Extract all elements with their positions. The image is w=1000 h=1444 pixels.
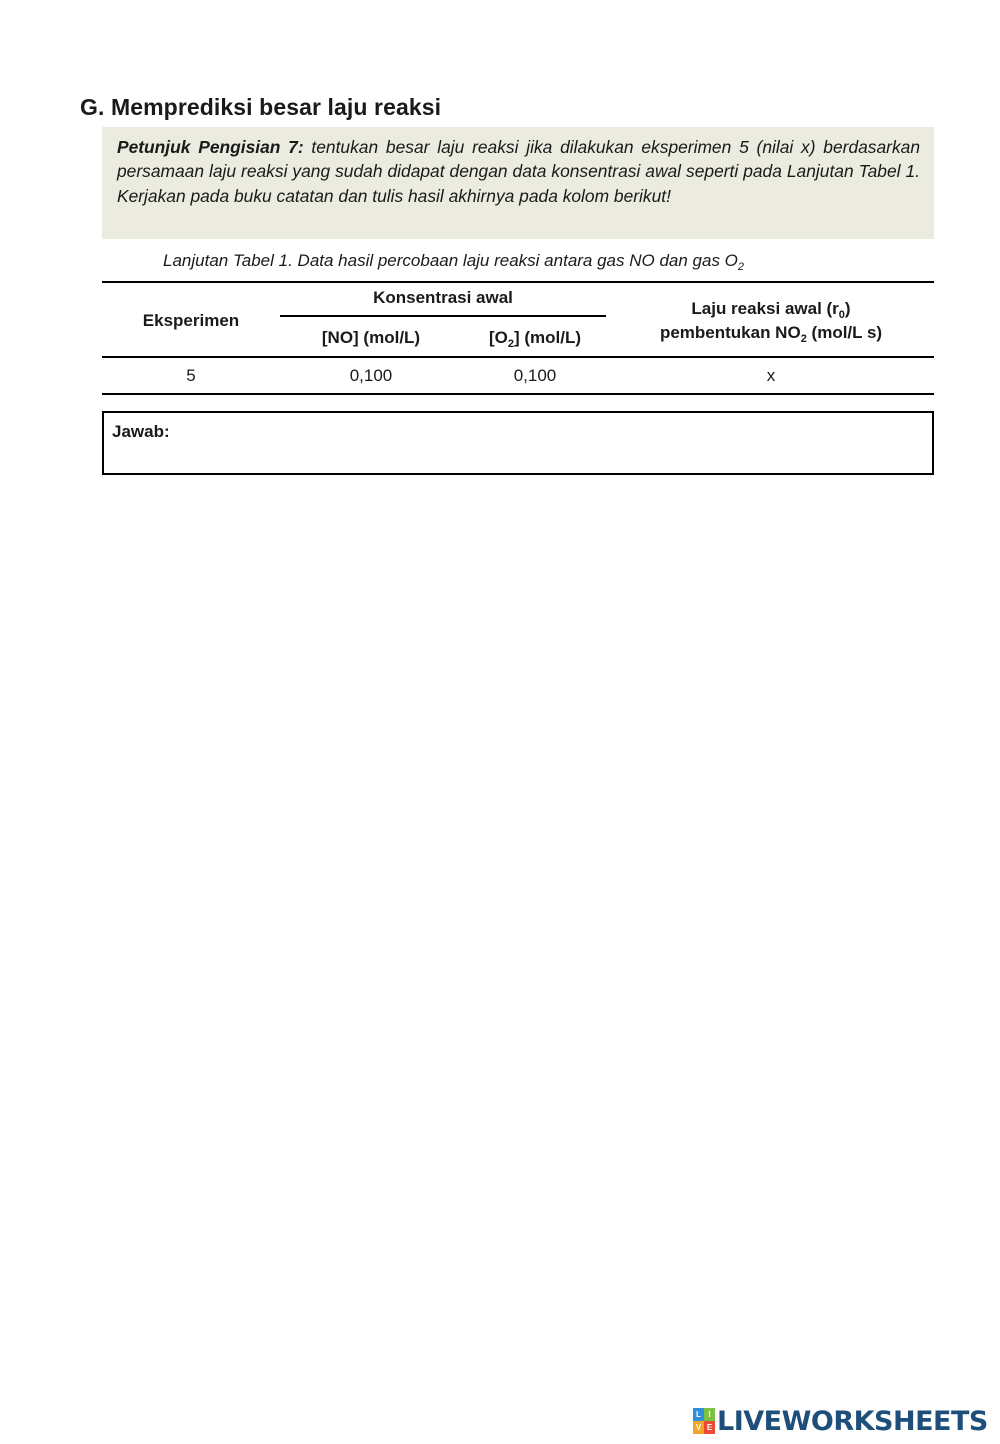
- instructions-box: [102, 127, 934, 239]
- section-title: G. Memprediksi besar laju reaksi: [80, 94, 442, 120]
- liveworksheets-logo: [693, 1404, 988, 1438]
- header-rate-line1-sub: 0: [838, 308, 845, 321]
- header-rate-line1-text: Laju reaksi awal (r: [691, 298, 839, 318]
- header-o2-open: [O: [488, 328, 508, 347]
- instructions-text: tentukan besar laju reaksi jika dilakukan eksperimen 5 (nilai x) berdasarkan persamaan laju reaksi yang sudah didapat dengan data konsentrasi awal seperti pada Lanjutan Tabel 1. Kerjakan pada buku catatan dan tulis hasil akhirnya pada kolom berikut!: [117, 137, 920, 206]
- cell-experiment: 5: [186, 365, 196, 385]
- header-o2-close: ] (mol/L): [513, 328, 582, 347]
- table-row: [102, 357, 934, 394]
- concentration-group-rule: [280, 287, 606, 317]
- logo-mark-v: V: [693, 1421, 704, 1434]
- cell-o2-concentration: 0,100: [513, 365, 557, 385]
- answer-label: Jawab:: [112, 422, 170, 441]
- header-no-concentration: [NO] (mol/L): [321, 328, 421, 347]
- instructions-label: Petunjuk Pengisian 7:: [117, 137, 304, 157]
- logo-mark-l: L: [693, 1408, 704, 1421]
- header-rate: [608, 282, 934, 357]
- logo-mark-i: I: [704, 1408, 715, 1421]
- cell-no-concentration: 0,100: [349, 365, 393, 385]
- answer-box[interactable]: [102, 411, 934, 475]
- header-rate-line1: [691, 298, 851, 321]
- header-o2-concentration: [462, 320, 608, 357]
- header-rate-line1-close: ): [844, 298, 851, 318]
- table-caption-subscript: 2: [737, 261, 745, 273]
- logo-mark-e: E: [704, 1421, 715, 1434]
- cell-rate: x: [766, 365, 776, 385]
- liveworksheets-logo-icon: [693, 1408, 715, 1434]
- header-rate-line2-close: (mol/L s): [806, 322, 883, 342]
- header-o2-sub: 2: [507, 338, 514, 350]
- header-rate-line2-text: pembentukan NO: [659, 322, 801, 342]
- table-caption: [163, 251, 744, 271]
- data-table: [102, 281, 934, 395]
- header-rate-line2: [659, 322, 883, 345]
- header-initial-concentration: [280, 282, 608, 320]
- liveworksheets-logo-text: LIVEWORKSHEETS: [717, 1405, 988, 1437]
- header-initial-concentration-label: Konsentrasi awal: [373, 287, 513, 307]
- header-experiment: Eksperimen: [142, 310, 240, 330]
- header-rate-line2-sub: 2: [800, 332, 807, 345]
- table-caption-text: Lanjutan Tabel 1. Data hasil percobaan laju reaksi antara gas NO dan gas O: [163, 251, 738, 270]
